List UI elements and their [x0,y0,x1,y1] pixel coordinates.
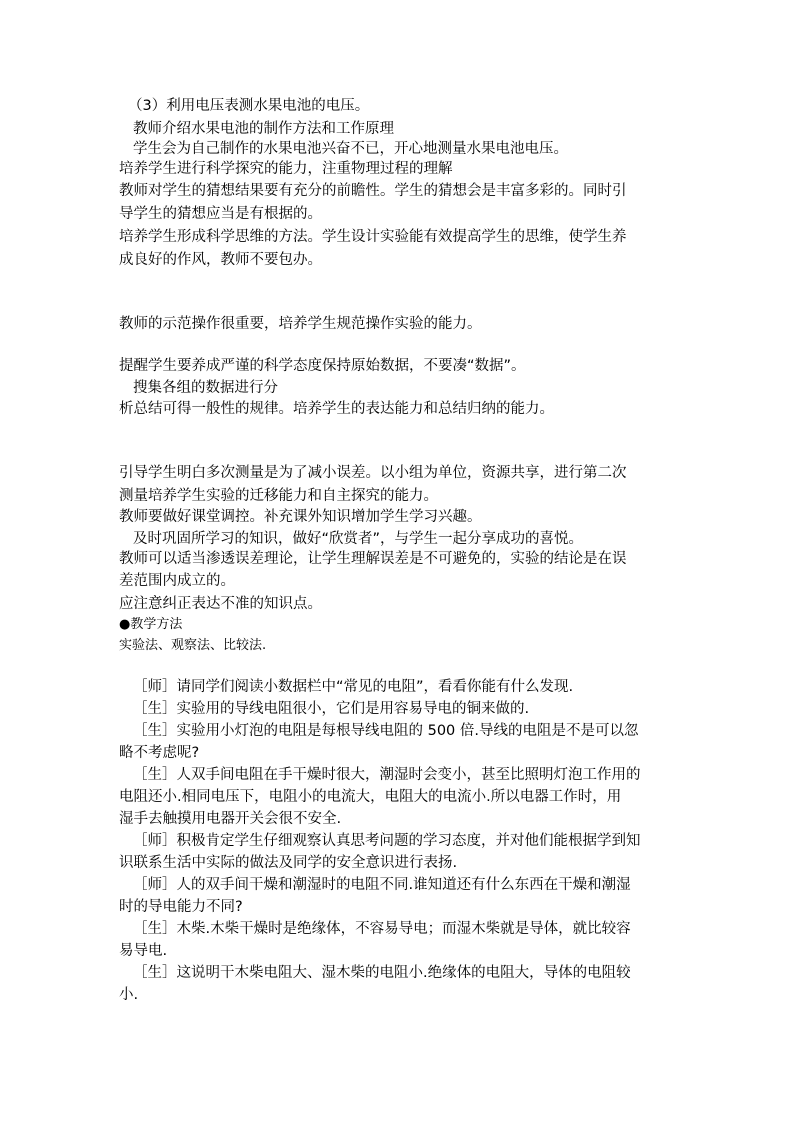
text-line: （3）利用电压表测水果电池的电压。 [128,98,370,114]
dialog-line: 时的导电能力不同? [119,899,243,915]
text-line: 差范围内成立的。 [119,573,235,589]
dialog-line: ［生］这说明干木柴电阻大、湿木柴的电阻小.绝缘体的电阻大，导体的电阻较 [133,965,631,981]
dialog-line: ［师］积极肯定学生仔细观察认真思考问题的学习态度，并对他们能根据学到知 [133,833,641,849]
dialog-line: 识联系生活中实际的做法及同学的安全意识进行表扬. [119,855,458,871]
text-line: 教师介绍水果电池的制作方法和工作原理 [133,121,394,137]
dialog-line: 湿手去触摸用电器开关会很不安全. [119,811,342,827]
text-line: 教师的示范操作很重要，培养学生规范操作实验的能力。 [119,316,482,332]
text-line: 应注意纠正表达不准的知识点。 [119,596,322,612]
text-line: 引导学生明白多次测量是为了减小误差。以小组为单位，资源共享，进行第二次 [119,465,627,481]
dialog-line: ［生］人双手间电阻在手干燥时很大，潮湿时会变小，甚至比照明灯泡工作用的 [133,767,641,783]
text-line: 搜集各组的数据进行分 [133,380,278,396]
dialog-line: 易导电. [119,943,168,959]
dialog-line: ［师］请同学们阅读小数据栏中“常见的电阻”，看看你能有什么发现. [133,679,574,695]
text-line: 学生会为自己制作的水果电池兴奋不已，开心地测量水果电池电压。 [133,141,568,157]
dialog-line: ［生］实验用小灯泡的电阻是每根导线电阻的 500 倍.导线的电阻是不是可以忽 [133,723,639,739]
text-line: 教师可以适当渗透误差理论，让学生理解误差是不可避免的，实验的结论是在误 [119,551,627,567]
dialog-line: ［师］人的双手间干燥和潮湿时的电阻不同.谁知道还有什么东西在干燥和潮湿 [133,877,631,893]
text-line: 析总结可得一般性的规律。培养学生的表达能力和总结归纳的能力。 [119,401,554,417]
text-line: 成良好的作风，教师不要包办。 [119,252,322,268]
dialog-line: ［生］木柴.木柴干燥时是绝缘体，不容易导电；而湿木柴就是导体，就比较容 [133,921,631,937]
text-line: 测量培养学生实验的迁移能力和自主探究的能力。 [119,488,438,504]
dialog-line: 电阻还小.相同电压下，电阻小的电流大，电阻大的电流小.所以电器工作时，用 [119,789,622,805]
text-line: 导学生的猜想应当是有根据的。 [119,206,322,222]
section-heading: ●教学方法 [119,617,183,632]
dialog-line: 略不考虑呢? [119,745,200,761]
text-line: 培养学生进行科学探究的能力，注重物理过程的理解 [119,161,453,177]
text-line: 实验法、观察法、比较法. [119,638,267,653]
text-line: 及时巩固所学习的知识，做好“欣赏者”，与学生一起分享成功的喜悦。 [133,531,584,547]
dialog-line: ［生］实验用的导线电阻很小，它们是用容易导电的铜来做的. [133,701,530,717]
text-line: 教师对学生的猜想结果要有充分的前瞻性。学生的猜想会是丰富多彩的。同时引 [119,183,627,199]
text-line: 教师要做好课堂调控。补充课外知识增加学生学习兴趣。 [119,509,482,525]
text-line: 提醒学生要养成严谨的科学态度保持原始数据，不要凑“数据”。 [119,358,526,374]
dialog-line: 小. [119,987,139,1003]
text-line: 培养学生形成科学思维的方法。学生设计实验能有效提高学生的思维，使学生养 [119,229,627,245]
